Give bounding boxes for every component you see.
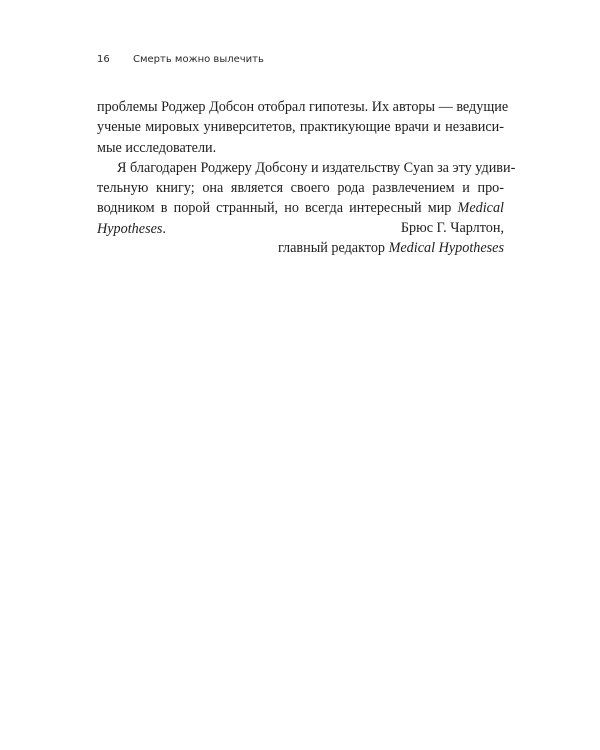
signature-title-text: главный редактор bbox=[277, 240, 389, 257]
paragraph-1 bbox=[97, 97, 509, 158]
page-number: 16 bbox=[97, 54, 110, 65]
paragraph-2-line-2: тельную книгу; она является своего рода развлечением и про- bbox=[97, 180, 504, 197]
journal-name-part-2: Hypotheses bbox=[97, 220, 163, 237]
signature-journal-name: Medical Hypotheses bbox=[388, 240, 504, 257]
paragraph-2-line-3 bbox=[97, 198, 504, 218]
paragraph-1-line-2: ученые мировых университетов, практикующие врачи и независи- bbox=[97, 119, 504, 136]
journal-name-part-1: Medical bbox=[457, 200, 504, 217]
running-header bbox=[97, 54, 264, 65]
paragraph-2-line-3-text: водником в порой странный, но всегда интересный мир bbox=[97, 200, 458, 217]
paragraph-1-line-1: проблемы Роджер Добсон отобрал гипотезы. Их авторы — ведущие bbox=[97, 99, 509, 115]
signature-title bbox=[97, 238, 504, 258]
paragraph-2-line-1: Я благодарен Роджеру Добсону и издательству Cyan за эту удиви- bbox=[117, 159, 516, 176]
signature-name: Брюс Г. Чарлтон, bbox=[400, 220, 504, 236]
paragraph-2-period: . bbox=[162, 220, 166, 237]
paragraph-1-line-3: мые исследователи. bbox=[97, 139, 217, 156]
signature-block bbox=[97, 218, 504, 259]
running-title: Смерть можно вылечить bbox=[133, 54, 264, 65]
